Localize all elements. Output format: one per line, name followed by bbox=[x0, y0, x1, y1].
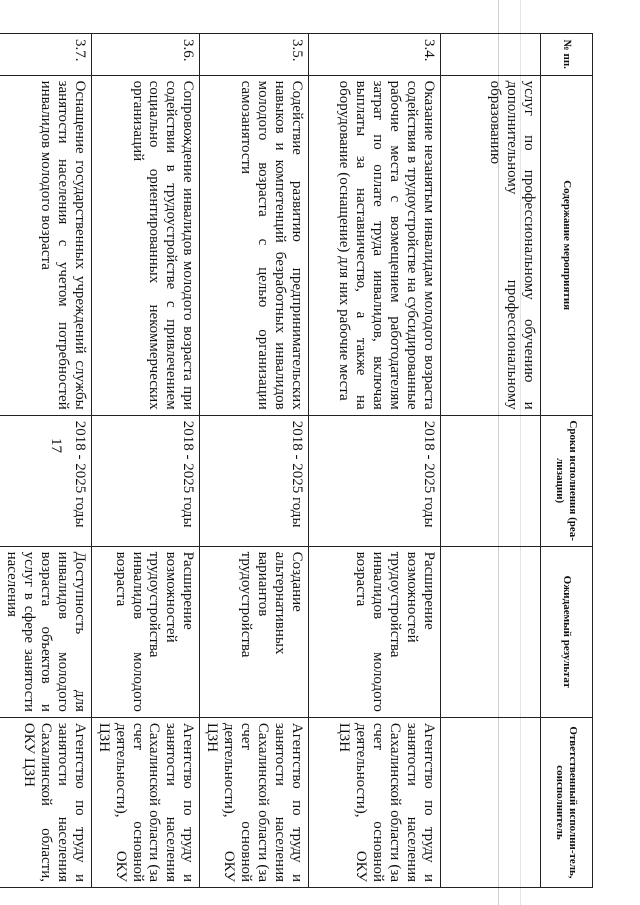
row-responsible: Агентство по труду и занятости населения Сахалинской области (за счет основной деятельности), ОКУ ЦЗН bbox=[200, 717, 309, 887]
table-row bbox=[309, 34, 441, 888]
header-activity: Содержание мероприятия bbox=[541, 75, 593, 415]
row-result: Расширение возможностей трудоустройства инвалидов молодого возраста bbox=[309, 546, 441, 717]
row-result: Создание альтернативных вариантов трудоустройства bbox=[200, 546, 309, 717]
row-responsible: Агентство по труду и занятости населения Сахалинской области (за счет основной деятельности), ОКУ ЦЗН bbox=[91, 717, 200, 887]
row-num: 3.6. bbox=[91, 34, 200, 76]
row-responsible: Агентство по труду и занятости населения Сахалинской области, ОКУ ЦЗН bbox=[0, 717, 91, 887]
header-term: Сроки исполнения (реа-лизации) bbox=[541, 415, 593, 546]
table-header-row bbox=[541, 34, 593, 888]
page-number: 17 bbox=[48, 438, 64, 453]
header-num: № пп. bbox=[541, 34, 593, 76]
row-responsible: Агентство по труду и занятости населения Сахалинской области (за счет основной деятельности), ОКУ ЦЗН bbox=[309, 717, 441, 887]
row-activity: Сопровождение инвалидов молодого возраста при содействии в трудоустройстве с привлечением социально ориентированных некоммерческих организаций bbox=[91, 75, 200, 415]
row-activity: услуг по профессиональному обучению и дополнительному профессиональному образованию bbox=[441, 75, 541, 415]
row-result bbox=[441, 546, 541, 717]
row-term bbox=[441, 415, 541, 546]
row-activity: Оказание незанятым инвалидам молодого возраста содействия в трудоустройстве на субсидированные рабочие места с возмещением работодателям затрат по оплате труда инвалидов, включая выплаты за наставничество, а также на оборудование (оснащение) для них рабочие места bbox=[309, 75, 441, 415]
activities-table bbox=[0, 33, 593, 888]
row-result: Доступность для инвалидов молодого возраста объектов и услуг в сфере занятости населения bbox=[0, 546, 91, 717]
table-row bbox=[200, 34, 309, 888]
row-term: 2018 - 2025 годы bbox=[309, 415, 441, 546]
table-row bbox=[91, 34, 200, 888]
header-result: Ожидаемый результат bbox=[541, 546, 593, 717]
row-responsible bbox=[441, 717, 541, 887]
row-activity: Оснащение государственных учреждений службы занятости населения с учетом потребностей инвалидов молодого возраста bbox=[0, 75, 91, 415]
row-num: 3.4. bbox=[309, 34, 441, 76]
row-term: 2018 - 2025 годы bbox=[0, 415, 91, 546]
row-result: Расширение возможностей трудоустройства инвалидов молодого возраста bbox=[91, 546, 200, 717]
row-num: 3.5. bbox=[200, 34, 309, 76]
row-term: 2018 - 2025 годы bbox=[91, 415, 200, 546]
row-term: 2018 - 2025 годы bbox=[200, 415, 309, 546]
header-responsible: Ответственный исполни-тель, соисполнитель bbox=[541, 717, 593, 887]
row-num: 3.7. bbox=[0, 34, 91, 76]
table-row bbox=[0, 34, 91, 888]
row-activity: Содействие развитию предпринимательских навыков и компетенций безработных инвалидов молодого возраста с целью организации самозанятости bbox=[200, 75, 309, 415]
table-row bbox=[441, 34, 541, 888]
row-num bbox=[441, 34, 541, 76]
